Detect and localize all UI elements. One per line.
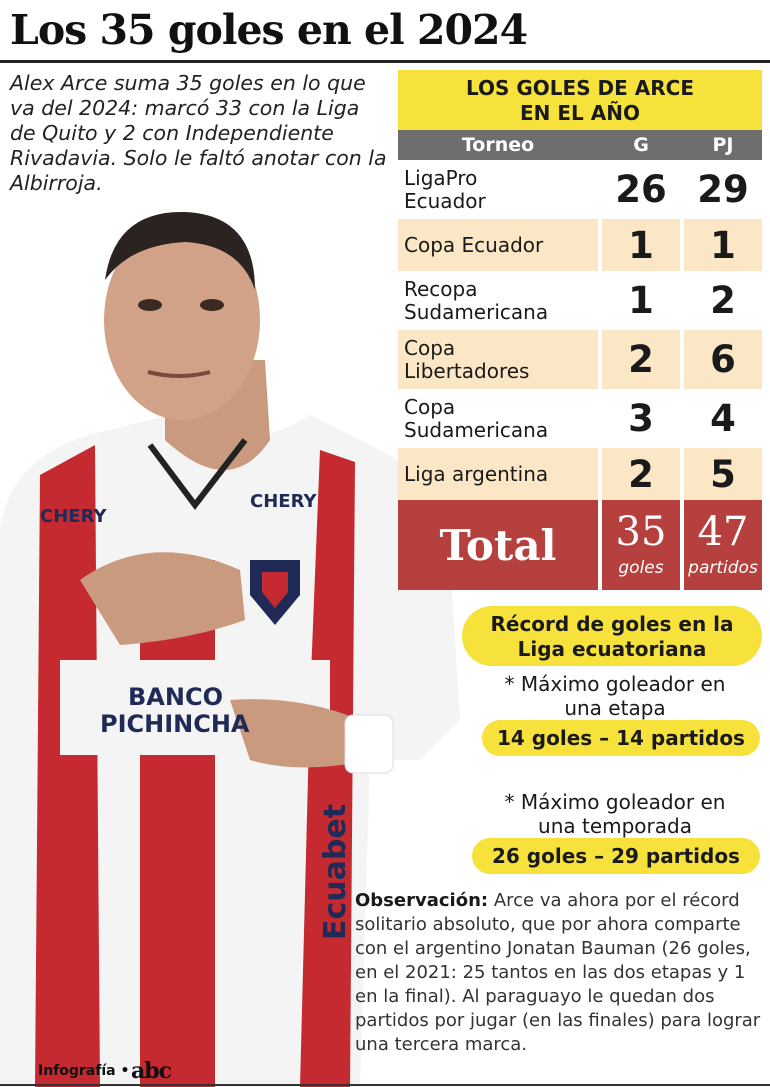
total-label: Total <box>398 500 598 590</box>
title-divider <box>0 60 770 63</box>
tournament-name: LigaPro <box>404 165 478 190</box>
brand-logo: abc <box>131 1058 172 1084</box>
bottom-divider <box>0 1084 770 1086</box>
stats-table <box>398 70 762 590</box>
goals-value: 1 <box>628 279 654 322</box>
record-item-stage-line1: * Máximo goleador en <box>504 672 726 696</box>
header-torneo: Torneo <box>461 134 535 156</box>
record-item-season-line1: * Máximo goleador en <box>504 790 726 814</box>
matches-value: 5 <box>684 448 762 500</box>
tournament-name: Copa Ecuador <box>404 232 544 257</box>
table-header-row <box>398 130 762 160</box>
record-value-season: 26 goles – 29 partidos <box>472 838 760 874</box>
table-row <box>398 160 762 219</box>
table-row <box>398 219 762 271</box>
table-row <box>398 271 762 330</box>
table-title-line2: EN EL AÑO <box>520 101 640 125</box>
goals-value: 2 <box>602 330 680 389</box>
table-title <box>398 70 762 130</box>
matches-value: 2 <box>710 279 736 322</box>
tournament-name: Copa <box>404 394 456 419</box>
total-goals-unit: goles <box>602 558 680 578</box>
record-item-stage-line2: una etapa <box>564 696 666 720</box>
record-title <box>462 606 762 666</box>
total-row <box>398 500 762 590</box>
goals-value: 2 <box>602 448 680 500</box>
record-title-line1: Récord de goles en la <box>490 612 734 636</box>
matches-value: 29 <box>697 168 749 211</box>
table-row <box>398 330 762 389</box>
matches-value: 1 <box>684 219 762 271</box>
jersey-bank-line2: PICHINCHA <box>100 710 250 738</box>
record-value-stage: 14 goles – 14 partidos <box>482 720 760 756</box>
tournament-name: Copa <box>404 335 456 360</box>
page-title: Los 35 goles en el 2024 <box>10 6 528 54</box>
total-matches-box <box>684 500 762 590</box>
observation-text: Arce va ahora por el récord solitario absoluto, que por ahora comparte con el argentino Jonatan Bauman (26 goles, en el 2021: 25 tantos en las dos etapas y 1 en la final). Al paraguayo le quedan dos partidos por jugar (en las finales) para lograr una tercera marca. <box>355 890 761 1055</box>
tournament-name: Recopa <box>404 276 478 301</box>
record-item-season-line2: una temporada <box>538 814 692 838</box>
table-row <box>398 389 762 448</box>
credit-bullet: • <box>120 1063 130 1079</box>
total-matches: 47 <box>684 500 762 558</box>
total-goals-box <box>602 500 680 590</box>
observation-label: Observación: <box>355 890 489 911</box>
matches-value: 6 <box>684 330 762 389</box>
credit-label <box>38 1063 129 1079</box>
total-goals: 35 <box>602 500 680 558</box>
goals-value: 1 <box>602 219 680 271</box>
tournament-name-line2: Sudamericana <box>404 299 549 324</box>
goals-value: 26 <box>615 168 667 211</box>
goals-value: 3 <box>628 397 654 440</box>
total-matches-unit: partidos <box>684 558 762 578</box>
table-row <box>398 448 762 500</box>
observation-note <box>355 889 765 1057</box>
credit-text: Infografía <box>38 1063 116 1079</box>
jersey-sponsor-left: CHERY <box>40 506 107 527</box>
jersey-sleeve-text: Ecuabet <box>318 803 353 940</box>
matches-value: 4 <box>710 397 736 440</box>
header-pj: PJ <box>712 134 734 156</box>
table-title-line1: LOS GOLES DE ARCE <box>465 76 695 100</box>
record-title-line2: Liga ecuatoriana <box>517 637 707 661</box>
jersey-bank-line1: BANCO <box>128 683 223 711</box>
tournament-name: Liga argentina <box>404 461 549 486</box>
tournament-name-line2: Sudamericana <box>404 417 549 442</box>
record-item-season <box>470 790 760 838</box>
header-goles: G <box>633 134 649 156</box>
intro-text: Alex Arce suma 35 goles en lo que va del 2024: marcó 33 con la Liga de Quito y 2 con Independiente Rivadavia. Solo le faltó anotar con la Albirroja. <box>10 71 387 195</box>
tournament-name-line2: Ecuador <box>404 188 486 213</box>
jersey-sponsor-right: CHERY <box>250 491 317 512</box>
tournament-name-line2: Libertadores <box>404 358 530 383</box>
record-item-stage <box>470 672 760 720</box>
